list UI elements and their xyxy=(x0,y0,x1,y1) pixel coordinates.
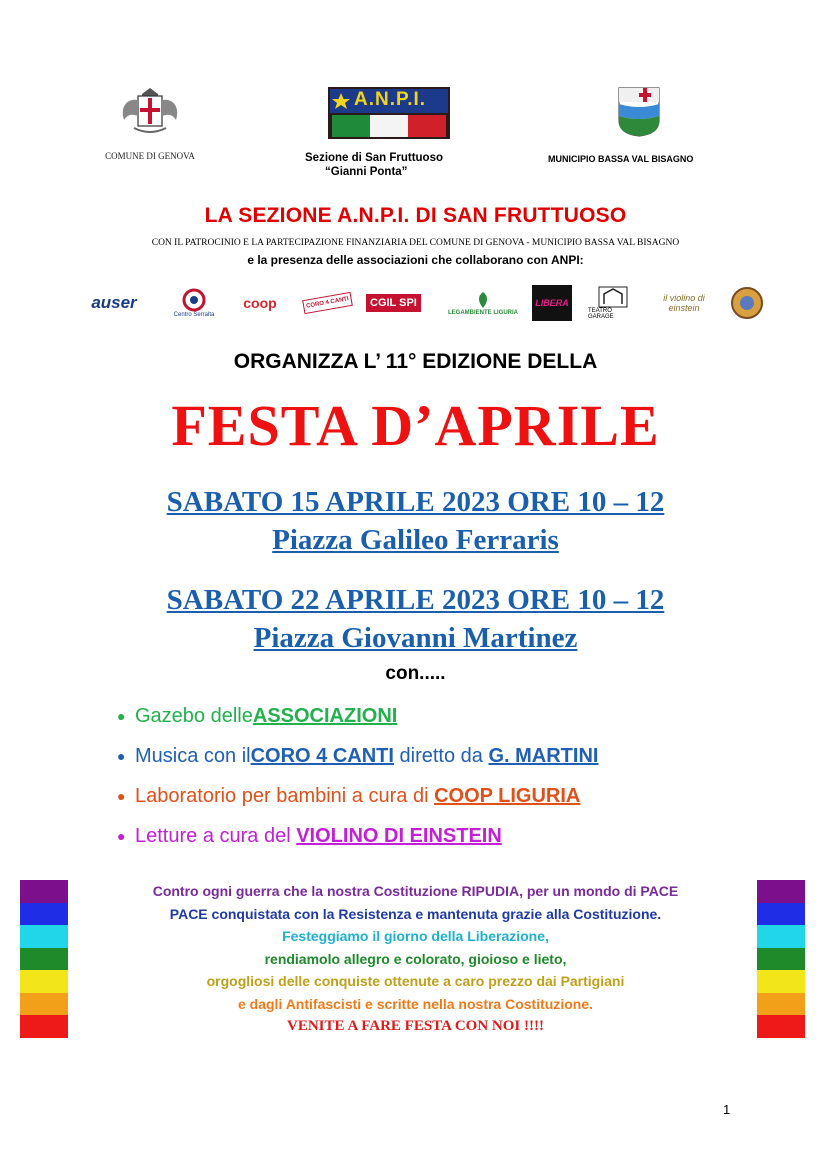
closing-line: Contro ogni guerra che la nostra Costituzione RIPUDIA, per un mondo di PACE xyxy=(152,883,679,899)
teatro-garage-logo: TEATRO GARAGE xyxy=(588,280,638,326)
patrocinio-text: CON IL PATROCINIO E LA PARTECIPAZIONE FINANZIARIA DEL COMUNE DI GENOVA - MUNICIPIO BASSA VAL BISAGNO xyxy=(151,238,680,248)
violino-einstein-logo: il violino di einstein xyxy=(663,293,705,313)
comune-genova-logo xyxy=(98,84,202,160)
centro-serralta-logo: Centro Serralta xyxy=(166,280,222,326)
auser-logo: auser xyxy=(91,293,137,312)
con-label: con..... xyxy=(385,663,446,684)
list-item: ● Gazebo delle ASSOCIAZIONI xyxy=(117,704,398,727)
bullet-icon: ● xyxy=(117,788,126,804)
association-logos xyxy=(76,280,766,330)
municipio-logo xyxy=(617,86,661,138)
closing-line: Festeggiamo il giorno della Liberazione, xyxy=(282,928,549,944)
closing-message xyxy=(0,880,831,1038)
closing-line: e dagli Antifascisti e scritte nella nostra Costituzione. xyxy=(237,995,593,1012)
festa-title: FESTA D’APRILE xyxy=(171,393,660,458)
cgil-spi-logo: CGIL SPI xyxy=(366,280,428,326)
bullet-icon: ● xyxy=(117,828,126,844)
closing-line: rendiamolo allegro e colorato, gioioso e lieto, xyxy=(264,950,567,967)
activities-list xyxy=(117,696,817,856)
presenza-text: e la presenza delle associazioni che collaborano con ANPI: xyxy=(247,253,584,267)
organizza-heading: ORGANIZZA L’ 11° EDIZIONE DELLA xyxy=(233,350,598,373)
list-item: ● Letture a cura del VIOLINO DI EINSTEIN xyxy=(117,824,502,847)
closing-line: PACE conquistata con la Resistenza e mantenuta grazie alla Costituzione. xyxy=(169,905,662,922)
coro-4-canti-logo: CORO 4 CANTI xyxy=(302,280,354,326)
legambiente-logo: LEGAMBIENTE LIGURIA xyxy=(448,280,518,326)
sezione-label: Sezione di San Fruttuoso xyxy=(305,152,444,164)
sezione-name: “Gianni Ponta” xyxy=(325,166,408,178)
closing-line: orgogliosi delle conquiste ottenute a caro prezzo dai Partigiani xyxy=(206,973,625,989)
libera-logo: LIBERA xyxy=(531,280,573,326)
event-1-date: SABATO 15 APRILE 2023 ORE 10 – 12 xyxy=(166,486,665,518)
bullet-icon: ● xyxy=(117,708,126,724)
bullet-icon: ● xyxy=(117,748,126,764)
event-2-date: SABATO 22 APRILE 2023 ORE 10 – 12 xyxy=(166,584,665,616)
event-2-place: Piazza Giovanni Martinez xyxy=(253,622,578,654)
coop-logo: coop xyxy=(243,295,277,311)
round-association-logo xyxy=(728,280,766,326)
genova-crest-icon xyxy=(98,84,202,144)
anpi-logo xyxy=(328,87,450,139)
event-1-place: Piazza Galileo Ferraris xyxy=(272,524,559,556)
comune-label: COMUNE DI GENOVA xyxy=(105,151,195,161)
list-item: ● Musica con il CORO 4 CANTI diretto da G. MARTINI xyxy=(117,744,599,767)
section-title: LA SEZIONE A.N.P.I. DI SAN FRUTTUOSO xyxy=(204,204,627,227)
page-number: 1 xyxy=(723,1102,731,1117)
list-item: ● Laboratorio per bambini a cura di COOP LIGURIA xyxy=(117,784,581,807)
anpi-logo-text: A.N.P.I. xyxy=(354,89,427,110)
municipio-label: MUNICIPIO BASSA VAL BISAGNO xyxy=(548,154,694,164)
closing-call: VENITE A FARE FESTA CON NOI !!!! xyxy=(287,1018,544,1034)
